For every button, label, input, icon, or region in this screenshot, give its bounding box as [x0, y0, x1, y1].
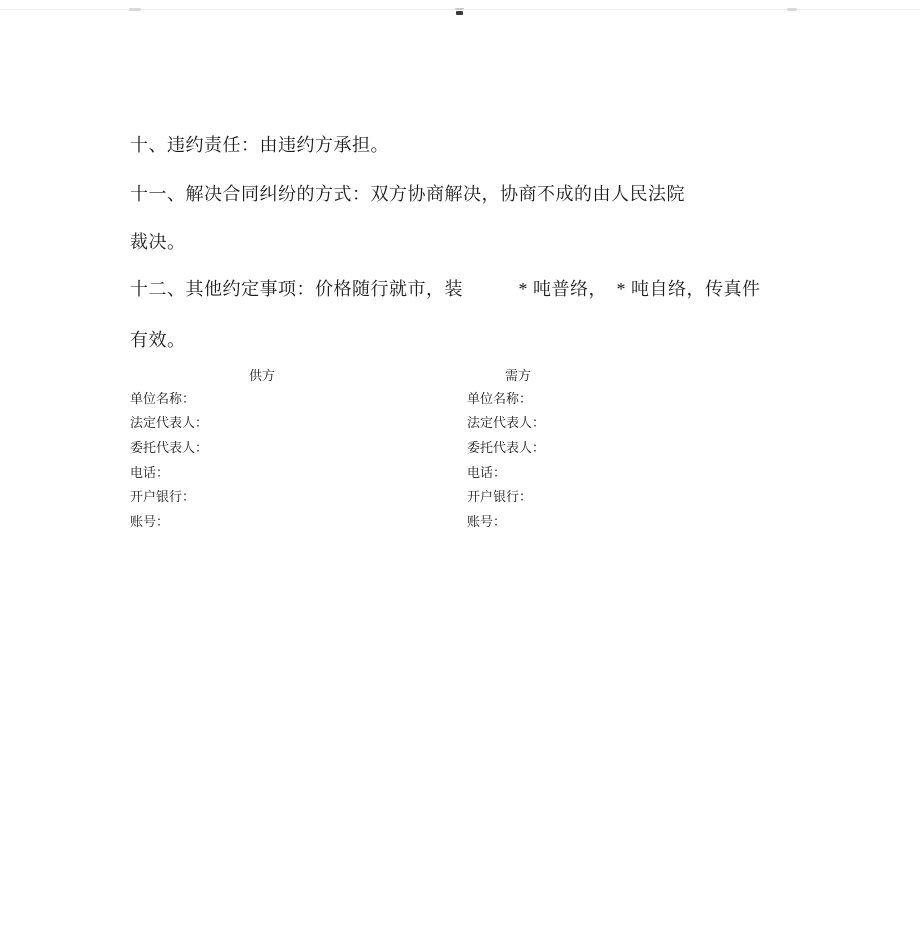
buyer-company-name-label: 单位名称： [467, 391, 533, 406]
supplier-company-name-label: 单位名称： [130, 391, 196, 406]
supplier-legal-representative-label: 法定代表人： [130, 415, 209, 430]
clause-10-breach-liability: 十、违约责任：由违约方承担。 [130, 135, 389, 155]
clause-11-dispute-resolution-line1: 十一、解决合同纠纷的方式：双方协商解决，协商不成的由人民法院 [130, 184, 685, 204]
clause-12-other-terms-line1: 十二、其他约定事项：价格随行就市，装 * 吨普络， * 吨自络，传真件 [130, 279, 761, 299]
left-margin-mark [129, 8, 141, 11]
supplier-column-title: 供方 [249, 368, 276, 383]
center-mark-dark [456, 11, 463, 15]
clause-11-dispute-resolution-line2: 裁决。 [130, 232, 186, 252]
buyer-phone-label: 电话： [467, 465, 507, 480]
clause-12-other-terms-line2: 有效。 [130, 330, 186, 350]
buyer-entrusted-representative-label: 委托代表人： [467, 440, 546, 455]
right-margin-mark [787, 8, 797, 11]
supplier-account-number-label: 账号： [130, 514, 170, 529]
supplier-bank-label: 开户银行： [130, 489, 196, 504]
supplier-entrusted-representative-label: 委托代表人： [130, 440, 209, 455]
buyer-legal-representative-label: 法定代表人： [467, 415, 546, 430]
buyer-bank-label: 开户银行： [467, 489, 533, 504]
buyer-column-title: 需方 [505, 368, 532, 383]
center-mark-light [455, 8, 464, 10]
supplier-phone-label: 电话： [130, 465, 170, 480]
buyer-account-number-label: 账号： [467, 514, 507, 529]
